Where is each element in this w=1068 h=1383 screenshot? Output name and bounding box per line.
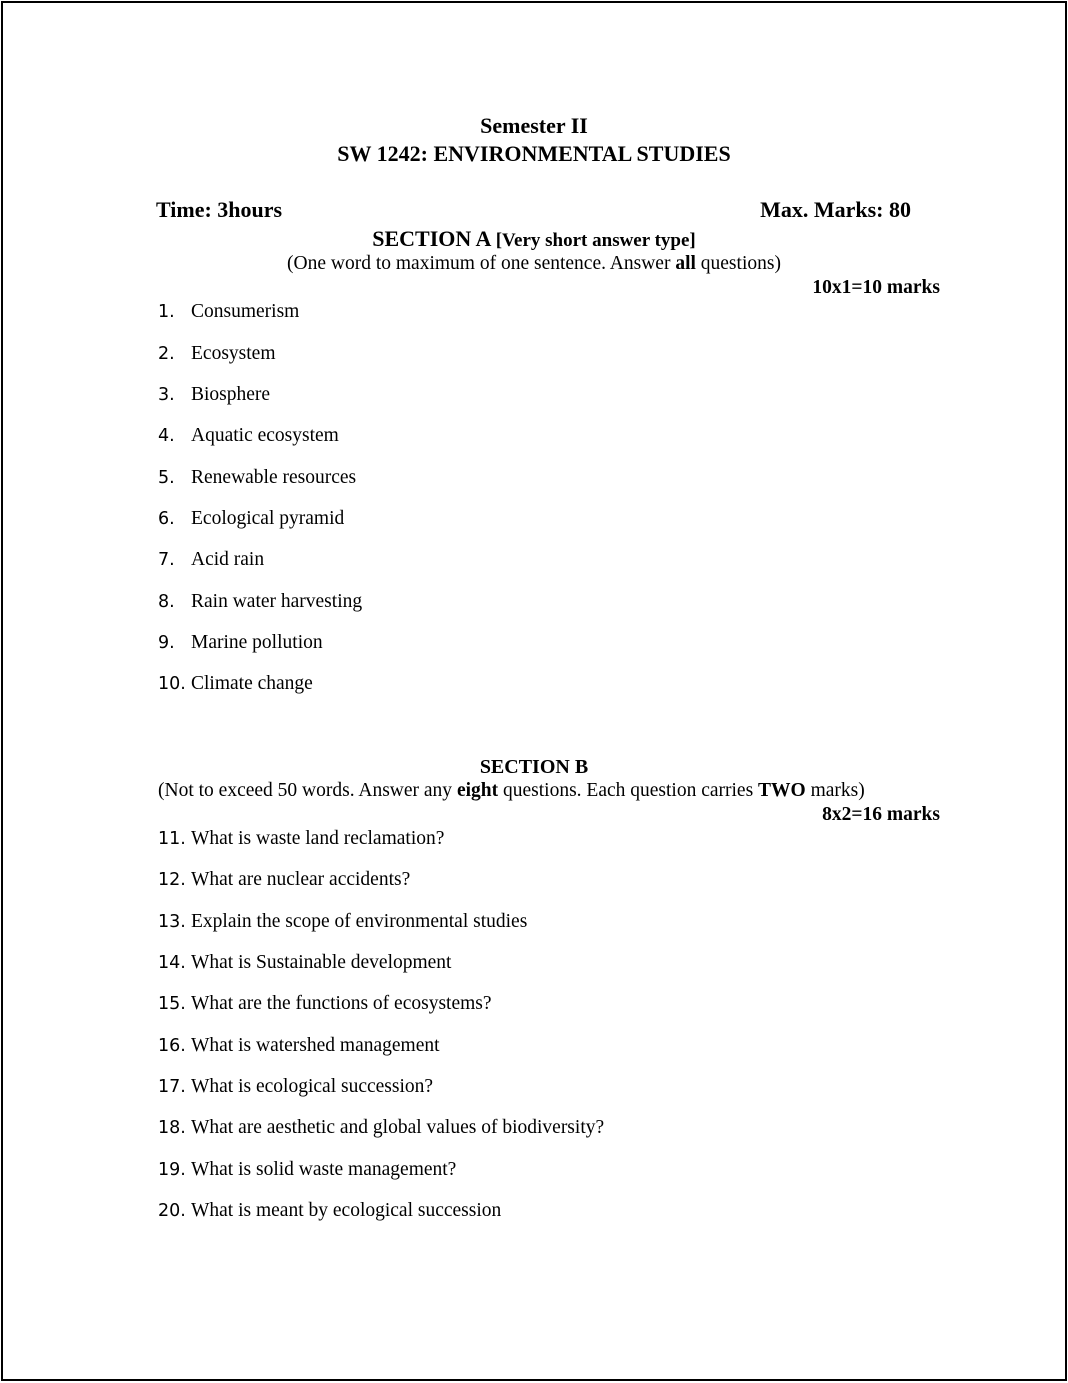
question-text: What is meant by ecological succession — [191, 1200, 502, 1221]
question-item — [158, 672, 313, 696]
question-text: What are nuclear accidents? — [191, 869, 411, 890]
instruction-emphasis: all — [675, 253, 696, 274]
time-label: Time: 3hours — [156, 197, 283, 222]
question-text: Consumerism — [191, 301, 300, 322]
question-text: Ecosystem — [191, 343, 276, 364]
question-text: Aquatic ecosystem — [191, 425, 339, 446]
semester-heading: Semester II — [480, 113, 588, 138]
question-number: 17. — [158, 1077, 186, 1097]
question-text: What is waste land reclamation? — [191, 828, 445, 849]
question-item — [158, 383, 270, 407]
question-number: 5. — [158, 468, 175, 488]
question-number: 14. — [158, 953, 186, 973]
question-number: 7. — [158, 550, 175, 570]
question-item — [158, 300, 299, 324]
question-text: What is solid waste management? — [191, 1159, 457, 1180]
question-item — [158, 548, 264, 572]
question-item — [158, 827, 444, 851]
question-text: What is ecological succession? — [191, 1076, 434, 1097]
question-number: 1. — [158, 302, 175, 322]
question-item — [158, 466, 356, 490]
question-number: 13. — [158, 912, 186, 932]
section-a-heading — [3, 226, 1065, 254]
question-text: Rain water harvesting — [191, 591, 363, 612]
question-item — [158, 992, 492, 1016]
question-text: Marine pollution — [191, 632, 323, 653]
question-number: 10. — [158, 674, 186, 694]
question-item — [158, 910, 527, 934]
question-text: Climate change — [191, 673, 313, 694]
question-text: What are the functions of ecosystems? — [191, 993, 492, 1014]
question-text: Explain the scope of environmental studies — [191, 911, 528, 932]
instruction-text: (Not to exceed 50 words. Answer any — [158, 780, 457, 801]
section-b-marks: 8x2=16 marks — [822, 804, 940, 825]
question-text: Ecological pyramid — [191, 508, 345, 529]
question-number: 11. — [158, 829, 186, 849]
section-a-marks: 10x1=10 marks — [812, 277, 940, 298]
course-title: SW 1242: ENVIRONMENTAL STUDIES — [337, 141, 731, 166]
section-a-instruction — [3, 252, 1065, 276]
question-number: 3. — [158, 385, 175, 405]
question-item — [158, 868, 410, 892]
question-text: Acid rain — [191, 549, 265, 570]
question-text: What are aesthetic and global values of biodiversity? — [191, 1117, 605, 1138]
question-item — [158, 1199, 501, 1223]
question-item — [158, 1034, 440, 1058]
instruction-emphasis: TWO — [758, 780, 806, 801]
question-number: 16. — [158, 1036, 186, 1056]
question-number: 19. — [158, 1160, 186, 1180]
question-item — [158, 342, 275, 366]
question-item — [158, 590, 362, 614]
question-item — [158, 1075, 433, 1099]
instruction-text: (One word to maximum of one sentence. Answer — [287, 253, 676, 274]
question-number: 18. — [158, 1118, 186, 1138]
instruction-text: marks) — [805, 780, 865, 801]
exam-paper-page — [1, 1, 1067, 1381]
question-number: 15. — [158, 994, 186, 1014]
question-item — [158, 631, 323, 655]
question-item — [158, 507, 344, 531]
question-number: 12. — [158, 870, 186, 890]
question-number: 6. — [158, 509, 175, 529]
question-item — [158, 424, 339, 448]
question-number: 20. — [158, 1201, 186, 1221]
question-text: What is watershed management — [191, 1035, 440, 1056]
question-item — [158, 951, 451, 975]
question-item — [158, 1158, 456, 1182]
section-b-instruction — [158, 779, 865, 803]
question-item — [158, 1116, 604, 1140]
question-number: 2. — [158, 344, 175, 364]
question-number: 9. — [158, 633, 175, 653]
instruction-emphasis: eight — [456, 780, 499, 801]
question-number: 8. — [158, 592, 175, 612]
instruction-text: questions. Each question carries — [498, 780, 759, 801]
question-number: 4. — [158, 426, 175, 446]
instruction-text: questions) — [695, 253, 781, 274]
question-text: What is Sustainable development — [191, 952, 452, 973]
section-b-title: SECTION B — [479, 756, 589, 778]
max-marks-label: Max. Marks: 80 — [760, 197, 911, 222]
section-a-title: SECTION A — [372, 226, 491, 251]
section-a-subtitle: [Very short answer type] — [495, 230, 696, 251]
question-text: Renewable resources — [191, 467, 357, 488]
question-text: Biosphere — [191, 384, 271, 405]
